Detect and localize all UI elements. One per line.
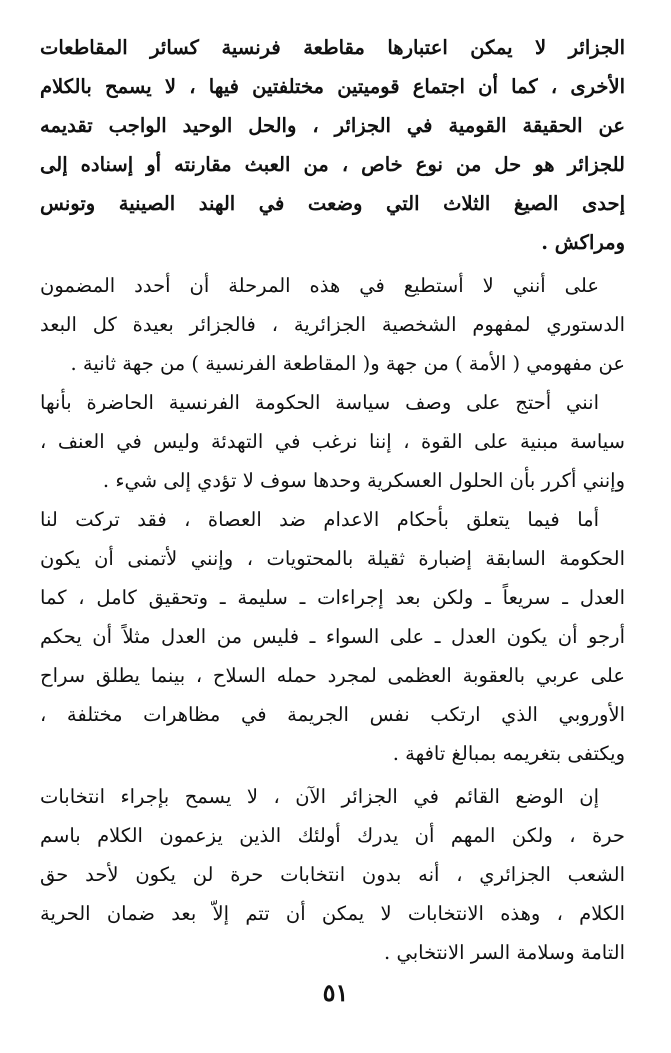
text-line: انني أحتج على وصف سياسة الحكومة الفرنسية الحاضرة بأنها (40, 391, 599, 414)
book-page (40, 28, 625, 972)
text-line: الكلام ، وهذه الانتخابات لا يمكن أن تتم إلاّ بعد ضمان الحرية (40, 902, 625, 925)
text-line: أرجو أن يكون العدل ـ على السواء ـ فليس من العدل مثلاً أن يحكم (40, 625, 625, 648)
text-line: ويكتفى بتغريمه بمبالغ تافهة . (392, 742, 625, 765)
text-line: الشعب الجزائري ، أنه بدون انتخابات حرة لن يكون لأحد حق (40, 863, 625, 886)
paragraph-2 (40, 266, 625, 383)
text-line: الأخرى ، كما أن اجتماع قوميتين مختلفتين فيها ، لا يسمح بالكلام (40, 75, 625, 98)
text-line: على أنني لا أستطيع في هذه المرحلة أن أحدد المضمون (40, 274, 599, 297)
text-line: الأوروبي الذي ارتكب نفس الجريمة في مظاهرات مختلفة ، (40, 703, 625, 726)
paragraph-3 (40, 383, 625, 500)
text-line: الجزائر لا يمكن اعتبارها مقاطعة فرنسية كسائر المقاطعات (40, 36, 625, 59)
page-number: ٥١ (322, 978, 349, 1007)
text-line: الدستوري لمفهوم الشخصية الجزائرية ، فالجزائر بعيدة كل البعد (40, 313, 625, 336)
text-line: ومراكش . (541, 231, 625, 254)
text-line: إحدى الصيغ الثلاث التي وضعت في الهند الصينية وتونس (40, 192, 625, 215)
paragraph-1 (40, 28, 625, 262)
text-line: إن الوضع القائم في الجزائر الآن ، لا يسمح بإجراء انتخابات (40, 785, 599, 808)
text-line: الحكومة السابقة إضبارة ثقيلة بالمحتويات ، وإنني لأتمنى أن يكون (40, 547, 625, 570)
paragraph-5 (40, 777, 625, 972)
text-line: وإنني أكرر بأن الحلول العسكرية وحدها سوف لا تؤدي إلى شيء . (102, 469, 625, 492)
paragraph-4 (40, 500, 625, 773)
text-line: عن مفهومي ( الأمة ) من جهة و( المقاطعة الفرنسية ) من جهة ثانية . (70, 352, 625, 375)
text-line: سياسة مبنية على القوة ، إننا نرغب في التهدئة وليس في العنف ، (40, 430, 625, 453)
text-line: حرة ، ولكن المهم أن يدرك أولئك الذين يزعمون الكلام باسم (40, 824, 625, 847)
text-line: على عربي بالعقوبة العظمى لمجرد حمله السلاح ، بينما يطلق سراح (40, 664, 625, 687)
text-line: عن الحقيقة القومية في الجزائر ، والحل الوحيد الواجب تقديمه (40, 114, 625, 137)
text-line: العدل ـ سريعاً ـ ولكن بعد إجراءات ـ سليمة ـ وتحقيق كامل ، كما (40, 586, 625, 609)
text-line: أما فيما يتعلق بأحكام الاعدام ضد العصاة ، فقد تركت لنا (40, 508, 599, 531)
text-line: التامة وسلامة السر الانتخابي . (384, 941, 625, 964)
text-line: للجزائر هو حل من نوع خاص ، من العبث مقارنته أو إسناده إلى (40, 153, 625, 176)
